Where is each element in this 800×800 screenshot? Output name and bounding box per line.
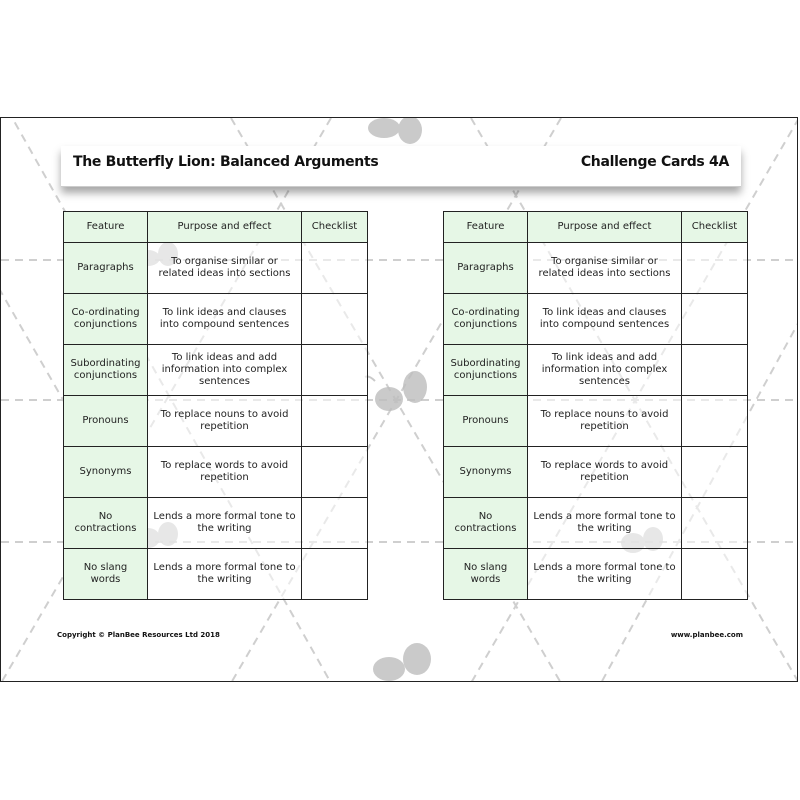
- checklist-table-right: [443, 211, 748, 600]
- page-title: The Butterfly Lion: Balanced Arguments: [73, 154, 379, 170]
- butterfly-icon: [373, 643, 431, 681]
- feature-cell: Co-ordinating conjunctions: [444, 294, 528, 345]
- table-row: [444, 345, 748, 396]
- worksheet-page: [0, 117, 798, 682]
- feature-cell: No slang words: [444, 549, 528, 600]
- table-row: [64, 498, 368, 549]
- feature-cell: Synonyms: [444, 447, 528, 498]
- checklist-cell[interactable]: [302, 294, 368, 345]
- table-row: [444, 549, 748, 600]
- feature-cell: Paragraphs: [64, 243, 148, 294]
- checklist-cell[interactable]: [682, 294, 748, 345]
- checklist-table-left: [63, 211, 368, 600]
- column-header-checklist: Checklist: [682, 212, 748, 243]
- butterfly-icon: [368, 118, 422, 144]
- table-row: [64, 345, 368, 396]
- table-header-row: [444, 212, 748, 243]
- feature-cell: Subordinating conjunctions: [444, 345, 528, 396]
- feature-cell: Paragraphs: [444, 243, 528, 294]
- checklist-cell[interactable]: [682, 498, 748, 549]
- purpose-cell: To link ideas and add information into complex sentences: [528, 345, 682, 396]
- checklist-cell[interactable]: [302, 243, 368, 294]
- purpose-cell: To link ideas and clauses into compound sentences: [528, 294, 682, 345]
- table-row: [64, 396, 368, 447]
- checklist-cell[interactable]: [302, 345, 368, 396]
- butterfly-icon: [365, 371, 427, 411]
- purpose-cell: Lends a more formal tone to the writing: [148, 498, 302, 549]
- column-header-checklist: Checklist: [302, 212, 368, 243]
- table-header-row: [64, 212, 368, 243]
- checklist-cell[interactable]: [682, 396, 748, 447]
- table-row: [64, 294, 368, 345]
- purpose-cell: Lends a more formal tone to the writing: [148, 549, 302, 600]
- feature-cell: No contractions: [64, 498, 148, 549]
- feature-cell: No contractions: [444, 498, 528, 549]
- purpose-cell: Lends a more formal tone to the writing: [528, 498, 682, 549]
- purpose-cell: To organise similar or related ideas into sections: [148, 243, 302, 294]
- table-row: [64, 447, 368, 498]
- purpose-cell: Lends a more formal tone to the writing: [528, 549, 682, 600]
- copyright-text: Copyright © PlanBee Resources Ltd 2018: [57, 631, 220, 639]
- column-header-feature: Feature: [444, 212, 528, 243]
- checklist-cell[interactable]: [682, 549, 748, 600]
- purpose-cell: To organise similar or related ideas into sections: [528, 243, 682, 294]
- checklist-cell[interactable]: [302, 447, 368, 498]
- checklist-cell[interactable]: [682, 243, 748, 294]
- table-row: [444, 498, 748, 549]
- column-header-purpose: Purpose and effect: [148, 212, 302, 243]
- feature-cell: Co-ordinating conjunctions: [64, 294, 148, 345]
- column-header-purpose: Purpose and effect: [528, 212, 682, 243]
- purpose-cell: To link ideas and clauses into compound sentences: [148, 294, 302, 345]
- website-text: www.planbee.com: [670, 631, 743, 639]
- purpose-cell: To replace nouns to avoid repetition: [528, 396, 682, 447]
- purpose-cell: To replace nouns to avoid repetition: [148, 396, 302, 447]
- checklist-cell[interactable]: [302, 498, 368, 549]
- checklist-cell[interactable]: [682, 447, 748, 498]
- purpose-cell: To replace words to avoid repetition: [528, 447, 682, 498]
- purpose-cell: To link ideas and add information into complex sentences: [148, 345, 302, 396]
- column-header-feature: Feature: [64, 212, 148, 243]
- checklist-cell[interactable]: [682, 345, 748, 396]
- purpose-cell: To replace words to avoid repetition: [148, 447, 302, 498]
- table-row: [444, 447, 748, 498]
- card-label: Challenge Cards 4A: [580, 154, 729, 170]
- feature-cell: Synonyms: [64, 447, 148, 498]
- checklist-cell[interactable]: [302, 549, 368, 600]
- title-banner: [61, 146, 741, 187]
- table-row: [444, 294, 748, 345]
- feature-cell: Subordinating conjunctions: [64, 345, 148, 396]
- checklist-cell[interactable]: [302, 396, 368, 447]
- feature-cell: Pronouns: [444, 396, 528, 447]
- table-row: [64, 549, 368, 600]
- feature-cell: No slang words: [64, 549, 148, 600]
- table-row: [444, 396, 748, 447]
- feature-cell: Pronouns: [64, 396, 148, 447]
- table-row: [64, 243, 368, 294]
- table-row: [444, 243, 748, 294]
